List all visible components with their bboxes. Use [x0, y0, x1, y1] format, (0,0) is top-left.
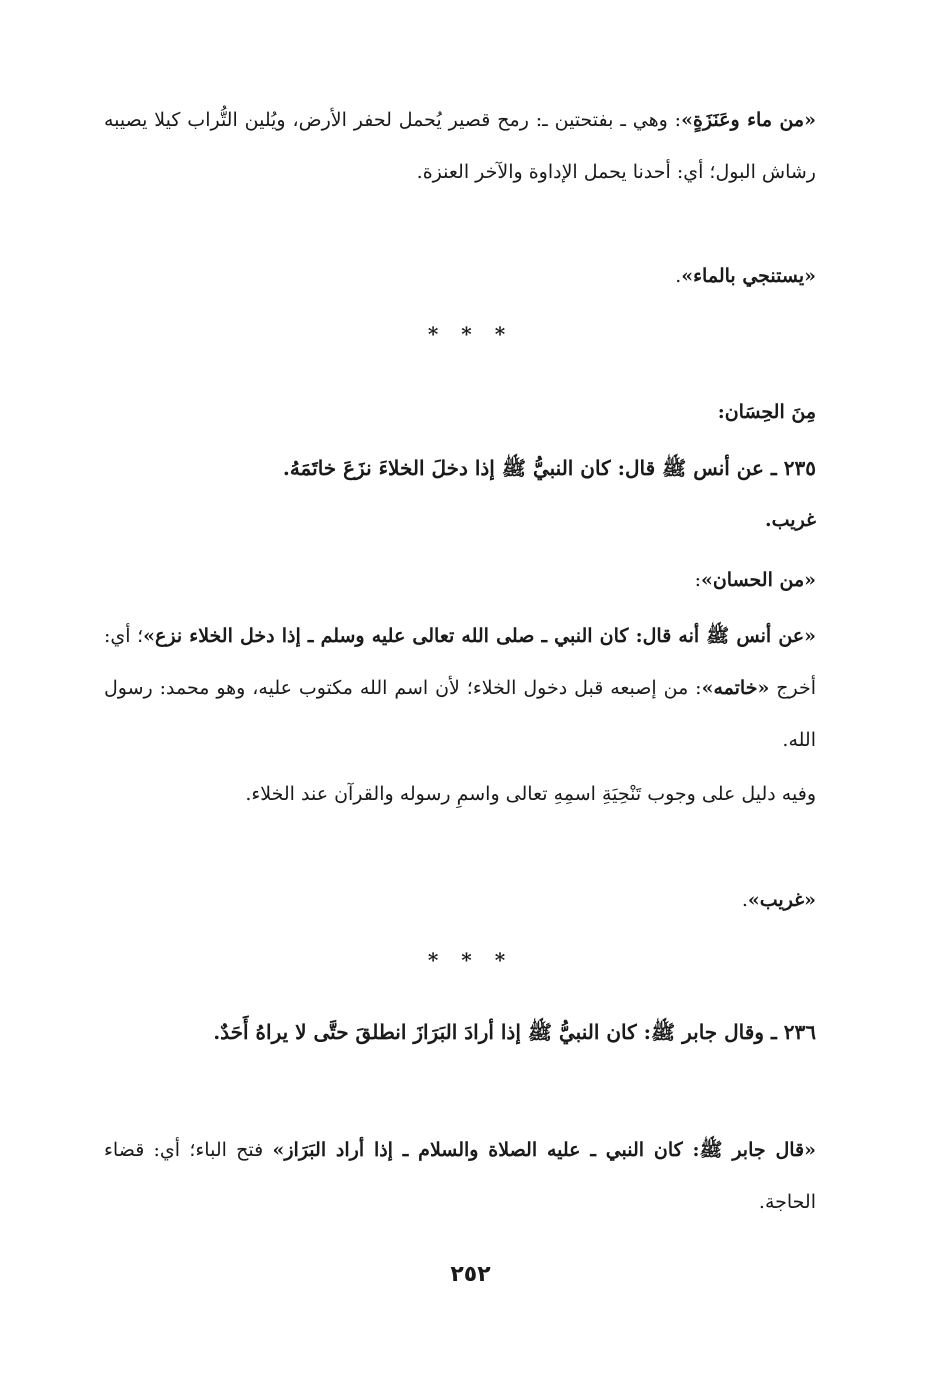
commentary-paragraph-6: «غريب». [741, 889, 816, 911]
quoted-phrase: «يستنجي بالماء» [681, 265, 816, 287]
quoted-phrase: «من ماء وعَنَزَةٍ» [681, 109, 816, 131]
commentary-paragraph-5: وفيه دليل على وجوب تَنْحِيَةِ اسمِهِ تعالى واسمِ رسوله والقرآن عند الخلاء. [245, 783, 816, 805]
commentary-paragraph-2: «يستنجي بالماء». [675, 265, 816, 287]
quoted-phrase: «قال جابر ﷺ: كان النبي ـ عليه الصلاة والسلام ـ إذا أراد البَرَاز» [272, 1139, 816, 1161]
commentary-paragraph-7: «قال جابر ﷺ: كان النبي ـ عليه الصلاة والسلام ـ إذا أراد البَرَاز» فتح الباء؛ أي: قضاء الحاجة. [104, 1139, 816, 1213]
hadith-235-grade: غريب. [765, 509, 816, 531]
commentary-paragraph-3: «من الحسان»: [694, 569, 816, 591]
page-number: ٢٥٢ [450, 1262, 491, 1287]
quoted-phrase: «خاتمه» [701, 677, 770, 699]
quoted-phrase: «غريب» [747, 889, 816, 911]
section-separator: * * * [427, 322, 514, 346]
commentary-paragraph-1: «من ماء وعَنَزَةٍ»: وهي ـ بفتحتين ـ: رمح قصير يُحمل لحفر الأرض، ويُلين التُّراب كيلا يصيبه رشاش البول؛ أي: أحدنا يحمل الإداوة والآخر العنزة. [104, 109, 816, 183]
hadith-235: ٢٣٥ ـ عن أنس ﷺ قال: كان النبيُّ ﷺ إذا دخلَ الخلاءَ نزَعَ خاتَمَهُ. [282, 456, 816, 480]
hadith-236: ٢٣٦ ـ وقال جابر ﷺ: كان النبيُّ ﷺ إذا أرادَ البَرَازَ انطلقَ حتَّى لا يراهُ أَحَدٌ. [213, 1020, 816, 1044]
section-heading: مِنَ الحِسَان: [717, 401, 816, 423]
commentary-paragraph-4: «عن أنس ﷺ أنه قال: كان النبي ـ صلى الله تعالى عليه وسلم ـ إذا دخل الخلاء نزع»؛ أي: أخرج «خاتمه»: من إصبعه قبل دخول الخلاء؛ لأن اسم الله مكتوب عليه، وهو محمد: رسول الله. [104, 625, 817, 751]
quoted-phrase: «من الحسان» [700, 569, 816, 591]
section-separator: * * * [427, 948, 514, 972]
quoted-phrase: «عن أنس ﷺ أنه قال: كان النبي ـ صلى الله تعالى عليه وسلم ـ إذا دخل الخلاء نزع» [143, 625, 816, 647]
